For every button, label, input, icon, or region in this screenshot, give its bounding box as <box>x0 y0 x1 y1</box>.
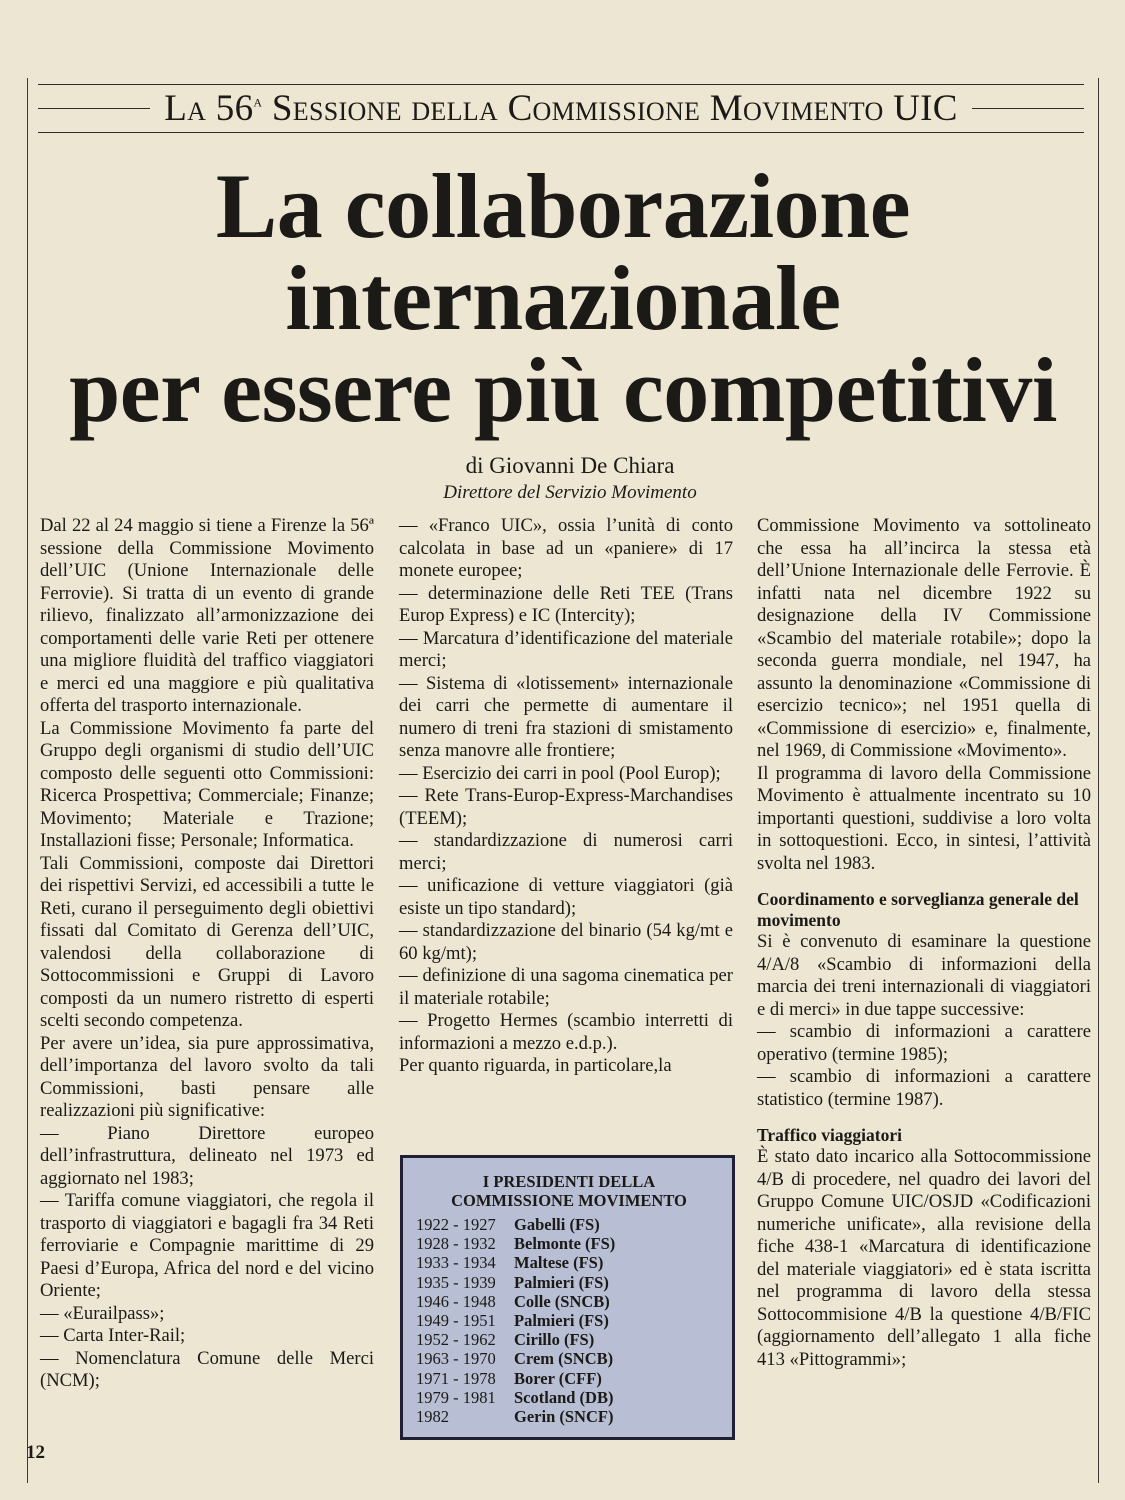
byline-author: di Giovanni De Chiara <box>465 453 675 478</box>
list-item: — determinazione delle Reti TEE (Trans Europ Express) e IC (Intercity); <box>399 582 733 626</box>
list-item: — Progetto Hermes (scambio interretti di informazioni a mezzo e.d.p.). <box>399 1010 733 1054</box>
body-column-3 <box>757 515 1091 1371</box>
list-item: — Marcatura d’identificazione del materiale merci; <box>399 627 733 671</box>
list-item: — standardizzazione di numerosi carri merci; <box>399 830 733 874</box>
byline-role: Direttore del Servizio Movimento <box>443 482 697 503</box>
list-item: — «Franco UIC», ossia l’unità di conto calcolata in base ad un «paniere» di 17 monete europee; <box>399 515 733 581</box>
body-column-1 <box>40 515 374 1393</box>
list-item: — scambio di informazioni a carattere operativo (termine 1985); <box>757 1021 1091 1065</box>
paragraph: Il programma di lavoro della Commissione Movimento è attualmente incentrato su 10 importanti questioni, suddivise a loro volta in sottoquestioni. Ecco, in sintesi, l’attività svolta nel 1983. <box>757 762 1091 874</box>
byline <box>330 452 810 506</box>
list-item: — Rete Trans-Europ-Express-Marchandises (TEEM); <box>399 785 733 829</box>
list-item: — Esercizio dei carri in pool (Pool Europ); <box>399 762 721 784</box>
president-row: 1928 - 1932 Belmonte (FS) <box>416 1234 616 1254</box>
list-item: — Nomenclatura Comune delle Merci (NCM); <box>40 1347 374 1391</box>
body-column-2 <box>399 515 733 1078</box>
president-row: 1982 Gerin (SNCF) <box>416 1406 614 1426</box>
section-heading: Traffico viaggiatori <box>757 1125 902 1145</box>
list-item: — definizione di una sagoma cinematica per il materiale rotabile; <box>399 965 733 1009</box>
presidents-box <box>400 1155 735 1440</box>
paragraph: Per avere un’idea, sia pure approssimativa, dell’importanza del lavoro svolto da tali Commissioni, basti pensare alle realizzazioni più significative: <box>40 1032 374 1121</box>
headline-line-1: La collaborazione <box>215 155 911 257</box>
paragraph: È stato dato incarico alla Sottocommissione 4/B di procedere, nel quadro dei lavori del Gruppo Comune UIC/OSJD «Codificazioni numeriche unificate», alla revisione della fiche 438-1 «Marcatura di identificazione del materiale viaggiatori» ed è stata iscritta nel programma di lavoro della stessa Sottocommisione 4/B la questione 4/B/FIC (aggiornamento dell’allegato 1 alla fiche 413 «Pittogrammi»; <box>757 1146 1091 1370</box>
president-row: 1922 - 1927 Gabelli (FS) <box>416 1215 600 1234</box>
paragraph: Si è convenuto di esaminare la questione 4/A/8 «Scambio di informazioni della marcia dei treni internazionali di viaggiatori e di merci» in due tappe successive: <box>757 931 1091 1020</box>
president-row: 1946 - 1948 Colle (SNCB) <box>416 1291 610 1311</box>
list-item: — Carta Inter-Rail; <box>40 1325 186 1346</box>
section-kicker <box>38 88 1084 128</box>
kicker-bottom-rule <box>38 132 1084 133</box>
list-item: — «Eurailpass»; <box>40 1302 165 1324</box>
presidents-title: I PRESIDENTI DELLA COMMISSIONE MOVIMENTO <box>451 1172 687 1210</box>
president-row: 1952 - 1962 Cirillo (FS) <box>416 1330 595 1350</box>
paragraph: La Commissione Movimento fa parte del Gruppo degli organismi di studio dell’UIC composto delle seguenti otto Commissioni: Ricerca Prospettiva; Commerciale; Finanze; Movimento; Materiale e Trazione; Installazioni fisse; Personale; Informatica. <box>40 717 374 851</box>
kicker-text: La 56$^a$ Sessione della Commissione Movimento UIC <box>164 87 958 129</box>
list-item: — Sistema di «lotissement» internazionale dei carri che permette di aumentare il numero di treni fra stazioni di smistamento senza manovre alle frontiere; <box>399 672 733 761</box>
list-item: — Tariffa comune viaggiatori, che regola il trasporto di viaggiatori e bagagli fra 34 Reti ferroviarie e Compagnie marittime di 29 Paesi d’Europa, Africa del nord e del vicino Oriente; <box>40 1190 374 1301</box>
president-row: 1935 - 1939 Palmieri (FS) <box>416 1272 609 1292</box>
section-heading: Coordinamento e sorveglianza generale del movimento <box>757 889 1079 930</box>
article-headline <box>30 155 1096 441</box>
kicker-right-dash <box>972 108 1084 109</box>
president-row: 1949 - 1951 Palmieri (FS) <box>416 1310 609 1330</box>
kicker-left-dash <box>38 108 150 109</box>
president-row: 1979 - 1981 Scotland (DB) <box>416 1387 614 1407</box>
headline-line-2: internazionale <box>285 247 841 349</box>
right-margin-rule <box>1098 78 1099 1483</box>
headline-line-3: per essere più competitivi <box>69 339 1057 441</box>
president-row: 1963 - 1970 Crem (SNCB) <box>416 1349 614 1369</box>
paragraph: Commissione Movimento va sottolineato che essa ha all’incirca la stessa età dell’Unione Internazionale delle Ferrovie. È infatti nata nel dicembre 1922 su designazione della IV Commissione «Scambio del materiale rotabile»; dopo la seconda guerra mondiale, nel 1947, ha assunto la denominazione «Commissione di esercizio tecnico»; nel 1951 quella di «Commissione di esercizio» e, finalmente, nel 1969, di Commissione «Movimento». <box>757 515 1091 761</box>
paragraph: Tali Commissioni, composte dai Direttori dei rispettivi Servizi, ed accessibili a tutte le Reti, curano il perseguimento degli obiettivi fissati dal Comitato di Gerenza dell’UIC, valendosi della collaborazione di Sottocommissioni e Gruppi di Lavoro composti da un numero ristretto di esperti scelti secondo competenza. <box>40 852 374 1031</box>
list-item: — Piano Direttore europeo dell’infrastruttura, delineato nel 1973 ed aggiornato nel 1983; <box>40 1122 374 1189</box>
list-item: — standardizzazione del binario (54 kg/mt e 60 kg/mt); <box>399 920 733 964</box>
left-margin-rule <box>27 78 28 1483</box>
list-item: — unificazione di vetture viaggiatori (già esiste un tipo standard); <box>399 875 733 919</box>
president-row: 1933 - 1934 Maltese (FS) <box>416 1253 604 1273</box>
list-item: — scambio di informazioni a carattere statistico (termine 1987). <box>757 1066 1091 1110</box>
kicker-top-rule <box>38 84 1084 85</box>
page-number: 12 <box>26 1442 45 1463</box>
president-row: 1971 - 1978 Borer (CFF) <box>416 1368 602 1388</box>
paragraph: Per quanto riguarda, in particolare,la <box>399 1055 672 1076</box>
paragraph: Dal 22 al 24 maggio si tiene a Firenze la 56ª sessione della Commissione Movimento dell’UIC (Unione Internazionale delle Ferrovie). Si tratta di un evento di grande rilievo, finalizzato all’armonizzazione dei comportamenti delle varie Reti per ottenere una migliore fluidità del traffico viaggiatori e merci ed una maggiore e più qualitativa offerta del trasporto internazionale. <box>40 515 374 716</box>
